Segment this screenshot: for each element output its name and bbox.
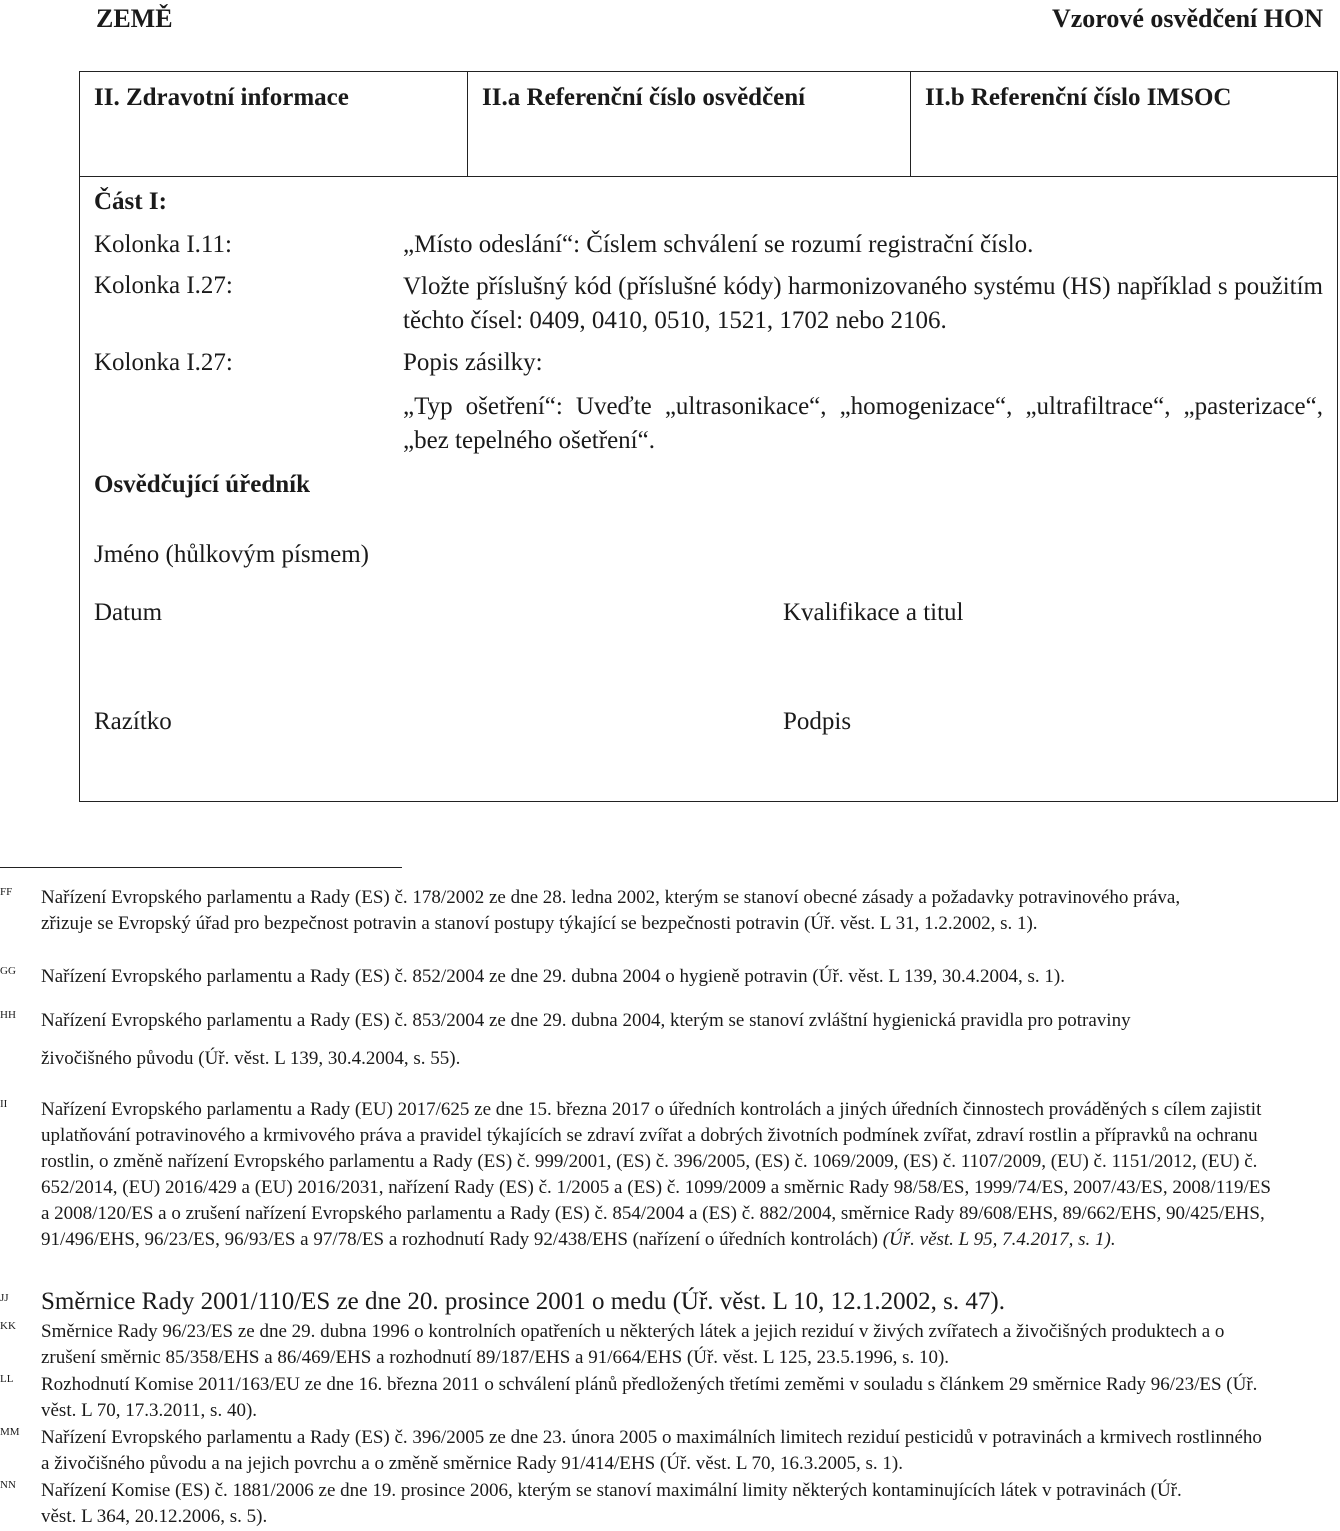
footnote-mark: KK <box>0 1320 16 1332</box>
footnote-mark: NN <box>0 1479 16 1491</box>
footnote-text <box>41 1097 1271 1253</box>
footnote-mark: II <box>0 1098 8 1110</box>
footnote-text: Nařízení Komise (ES) č. 1881/2006 ze dne 19. prosince 2006, kterým se stanoví maximální limity některých kontaminujících látek v potravinách (Úř. věst. L 364, 20.12.2006, s. 5). <box>41 1480 1182 1527</box>
certificate-model-header: Vzorové osvědčení HON <box>1051 4 1323 33</box>
footnote-text-cont: živočišného původu (Úř. věst. L 139, 30.4.2004, s. 55). <box>41 1048 461 1069</box>
officer-heading: Osvědčující úředník <box>94 471 310 498</box>
footnote-text: Rozhodnutí Komise 2011/163/EU ze dne 16. března 2011 o schválení plánů předložených třetími zeměmi v souladu s článkem 29 směrnice Rady 96/23/ES (Úř. věst. L 70, 17.3.2011, s. 40). <box>41 1374 1258 1421</box>
footnote-text: Nařízení Evropského parlamentu a Rady (ES) č. 853/2004 ze dne 29. dubna 2004, kterým se stanoví zvláštní hygienická pravidla pro potraviny <box>41 1010 1131 1031</box>
row-text: Vložte příslušný kód (příslušné kódy) harmonizovaného systému (HS) například s použitím těchto čísel: 0409, 0410, 0510, 1521, 1702 nebo 2106. <box>403 273 1323 334</box>
health-info-cell: II. Zdravotní informace <box>80 72 468 176</box>
row-label: Kolonka I.27: <box>94 272 233 299</box>
part-heading: Část I: <box>94 188 167 215</box>
qualification-label: Kvalifikace a titul <box>783 599 964 626</box>
name-label: Jméno (hůlkovým písmem) <box>94 541 369 568</box>
row-label: Kolonka I.11: <box>94 231 232 258</box>
footnote-mark: JJ <box>0 1292 9 1304</box>
footnote-mark: MM <box>0 1426 20 1438</box>
certificate-ref-cell: II.a Referenční číslo osvědčení <box>468 72 911 176</box>
footnote-separator <box>0 867 402 868</box>
signature-label: Podpis <box>783 708 852 735</box>
footnote-mark: LL <box>0 1373 14 1385</box>
footnote-text-main: Nařízení Evropského parlamentu a Rady (EU) 2017/625 ze dne 15. března 2017 o úředních kontrolách a jiných úředních činnostech prováděných s cílem zajistit uplatňování potravinového a krmivového práva a pravidel týkajících se zdraví zvířat a dobrých životních podmínek zvířat, zdraví rostlin a přípravků na ochranu rostlin, o změně nařízení Evropského parlamentu a Rady (ES) č. 999/2001, (ES) č. 396/2005, (ES) č. 1069/2009, (ES) č. 1107/2009, (EU) č. 1151/2012, (EU) č. 652/2014, (EU) 2016/429 a (EU) 2016/2031, nařízení Rady (ES) č. 1/2005 a (ES) č. 1099/2009 a směrnic Rady 98/58/ES, 1999/74/ES, 2007/43/ES, 2008/119/ES a 2008/120/ES a o zrušení nařízení Evropského parlamentu a Rady (ES) č. 854/2004 a (ES) č. 882/2004, směrnice Rady 89/608/EHS, 89/662/EHS, 90/425/EHS, 91/496/EHS, 96/23/ES, 96/93/ES a 97/78/ES a rozhodnutí Rady 92/438/EHS (nařízení o úředních kontrolách) <box>41 1099 1271 1250</box>
footnote-text: Nařízení Evropského parlamentu a Rady (ES) č. 178/2002 ze dne 28. ledna 2002, kterým se stanoví obecné zásady a požadavky potravinového práva, zřizuje se Evropský úřad pro bezpečnost potravin a stanoví postupy týkající se bezpečnosti potravin (Úř. věst. L 31, 1.2.2002, s. 1). <box>41 887 1181 934</box>
country-header: ZEMĚ <box>96 4 173 33</box>
row-text-treatment: „Typ ošetření“: Uveďte „ultrasonikace“, „homogenizace“, „ultrafiltrace“, „pasterizace“, „bez tepelného ošetření“. <box>403 393 1323 454</box>
footnote-text: Směrnice Rady 2001/110/ES ze dne 20. prosince 2001 o medu (Úř. věst. L 10, 12.1.2002, s. 47). <box>41 1288 1005 1315</box>
footnote-text: Nařízení Evropského parlamentu a Rady (ES) č. 852/2004 ze dne 29. dubna 2004 o hygieně potravin (Úř. věst. L 139, 30.4.2004, s. 1). <box>41 966 1066 987</box>
stamp-label: Razítko <box>94 708 172 735</box>
footnote-text: Nařízení Evropského parlamentu a Rady (ES) č. 396/2005 ze dne 23. února 2005 o maximálních limitech reziduí pesticidů v potravinách a krmivech rostlinného a živočišného původu a na jejich povrchu a o změně směrnice Rady 91/414/EHS (Úř. věst. L 70, 16.3.2005, s. 1). <box>41 1427 1262 1474</box>
footnote-text: Směrnice Rady 96/23/ES ze dne 29. dubna 1996 o kontrolních opatřeních u některých látek a jejich reziduí v živých zvířatech a živočišných produktech a o zrušení směrnic 85/358/EHS a 86/469/EHS a rozhodnutí 89/187/EHS a 91/664/EHS (Úř. věst. L 125, 23.5.1996, s. 10). <box>41 1321 1225 1368</box>
row-text: Popis zásilky: <box>403 349 543 376</box>
row-text: „Místo odeslání“: Číslem schválení se rozumí registrační číslo. <box>403 231 1034 258</box>
top-table <box>79 71 1338 177</box>
date-label: Datum <box>94 599 163 626</box>
imsoc-ref-cell: II.b Referenční číslo IMSOC <box>925 84 1232 111</box>
footnote-text-italic: (Úř. věst. L 95, 7.4.2017, s. 1). <box>882 1229 1116 1250</box>
footnote-mark: FF <box>0 886 13 898</box>
footnote-mark: GG <box>0 965 16 977</box>
footnote-mark: HH <box>0 1009 16 1021</box>
row-label: Kolonka I.27: <box>94 349 233 376</box>
